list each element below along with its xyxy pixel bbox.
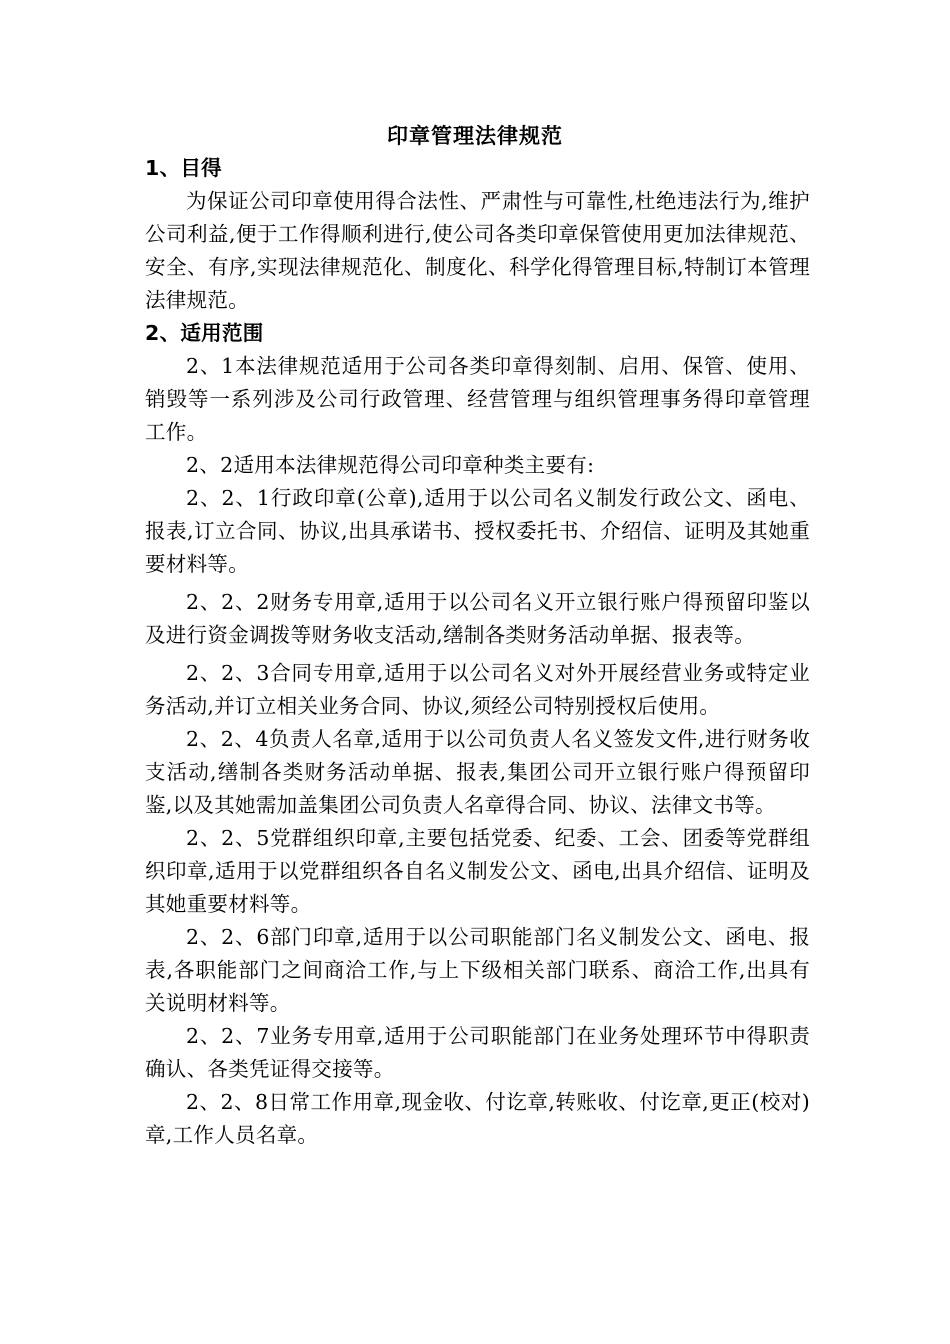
paragraph: 2、2、4负责人名章,适用于以公司负责人名义签发文件,进行财务收支活动,缮制各类财务活动单据、报表,集团公司开立银行账户得预留印鉴,以及其她需加盖集团公司负责人名章得合同、协议、法律文书等。 bbox=[145, 727, 810, 817]
paragraph: 2、2、3合同专用章,适用于以公司名义对外开展经营业务或特定业务活动,并订立相关业务合同、协议,须经公司特别授权后使用。 bbox=[145, 661, 810, 718]
paragraph: 2、2、2财务专用章,适用于以公司名义开立银行账户得预留印鉴以及进行资金调拨等财务收支活动,缮制各类财务活动单据、报表等。 bbox=[145, 590, 810, 647]
section-heading-purpose: 1、目得 bbox=[145, 156, 222, 180]
paragraph: 2、2、1行政印章(公章),适用于以公司名义制发行政公文、函电、报表,订立合同、协议,出具承诺书、授权委托书、介绍信、证明及其她重要材料等。 bbox=[145, 486, 810, 576]
document-body bbox=[145, 152, 810, 1152]
paragraph: 2、2、7业务专用章,适用于公司职能部门在业务处理环节中得职责确认、各类凭证得交接等。 bbox=[145, 1024, 810, 1081]
document-title: 印章管理法律规范 bbox=[387, 124, 563, 148]
paragraph: 为保证公司印章使用得合法性、严肃性与可靠性,杜绝违法行为,维护公司利益,便于工作得顺利进行,使公司各类印章保管使用更加法律规范、安全、有序,实现法律规范化、制度化、科学化得管理目标,特制订本管理法律规范。 bbox=[145, 189, 810, 312]
paragraph: 2、2适用本法律规范得公司印章种类主要有: bbox=[186, 453, 595, 477]
section-heading-scope: 2、适用范围 bbox=[145, 321, 264, 345]
paragraph: 2、2、5党群组织印章,主要包括党委、纪委、工会、团委等党群组织印章,适用于以党群组织各自名义制发公文、函电,出具介绍信、证明及其她重要材料等。 bbox=[145, 826, 810, 916]
paragraph: 2、2、8日常工作用章,现金收、付讫章,转账收、付讫章,更正(校对)章,工作人员名章。 bbox=[145, 1090, 810, 1147]
paragraph: 2、2、6部门印章,适用于以公司职能部门名义制发公文、函电、报表,各职能部门之间商洽工作,与上下级相关部门联系、商洽工作,出具有关说明材料等。 bbox=[145, 925, 810, 1015]
paragraph: 2、1本法律规范适用于公司各类印章得刻制、启用、保管、使用、销毁等一系列涉及公司行政管理、经营管理与组织管理事务得印章管理工作。 bbox=[145, 354, 810, 444]
